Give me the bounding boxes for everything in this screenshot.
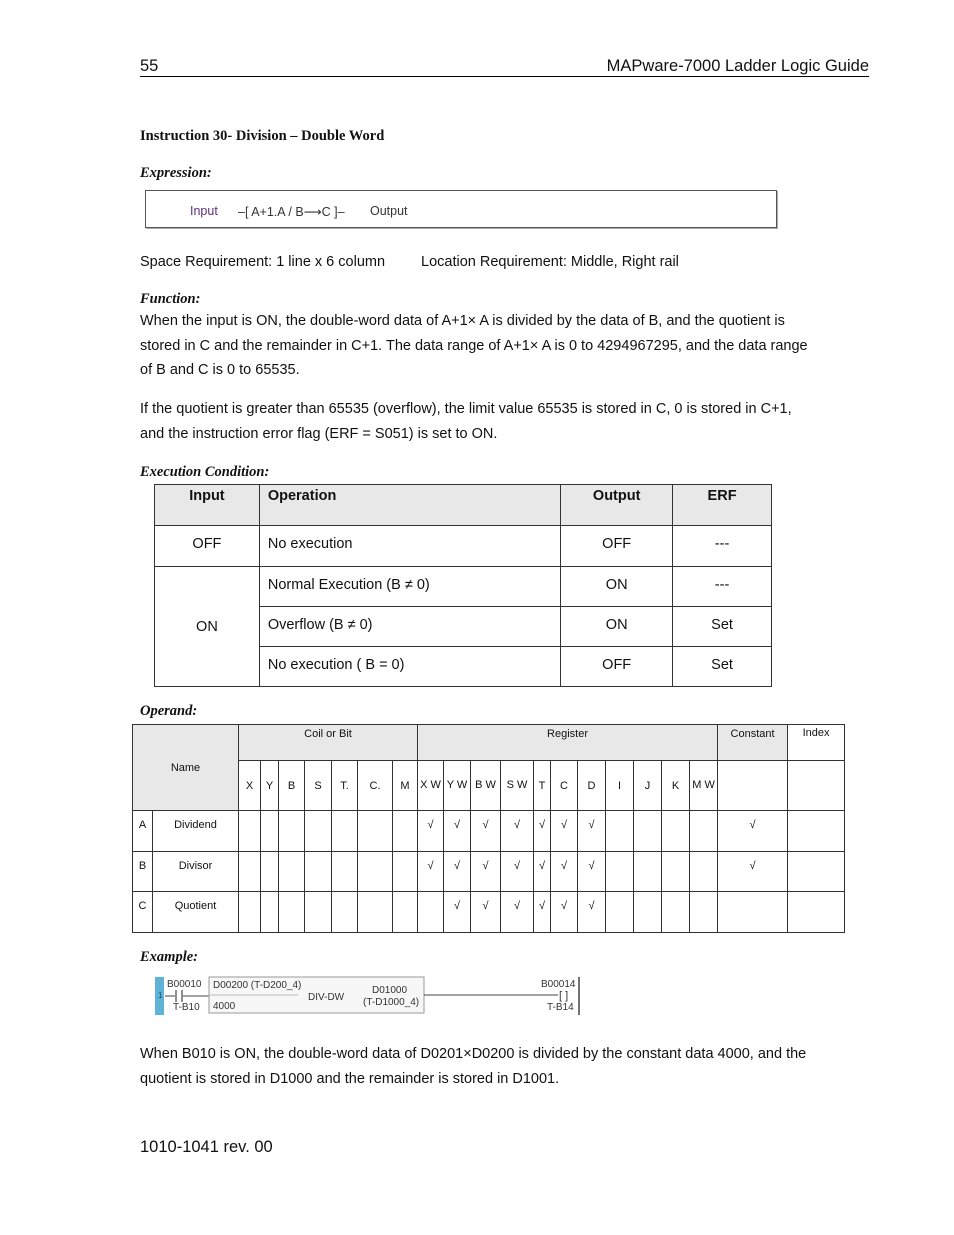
check-mark: √ — [471, 892, 501, 933]
expression-box — [145, 190, 777, 228]
execution-heading: Execution Condition: — [140, 464, 270, 480]
destination-address: D01000 — [372, 985, 408, 996]
cell-erf: Set — [673, 647, 772, 687]
col-sw: S W — [501, 761, 534, 811]
check-mark: √ — [578, 892, 606, 933]
coil-tag: T-B14 — [547, 1002, 574, 1013]
execution-table — [154, 484, 772, 687]
expression-formula: –[ A+1.A / B⟶C ]– — [238, 205, 345, 219]
check-mark: √ — [718, 811, 788, 852]
check-mark: √ — [718, 852, 788, 892]
expression-heading: Expression: — [140, 165, 212, 181]
col-y: Y — [261, 761, 279, 811]
col-yw: Y W — [444, 761, 471, 811]
execution-header-row — [155, 485, 772, 526]
col-mw: M W — [690, 761, 718, 811]
table-row — [133, 892, 845, 933]
table-row — [155, 526, 772, 567]
check-mark: √ — [501, 852, 534, 892]
example-heading: Example: — [140, 949, 198, 965]
function-paragraph-2: If the quotient is greater than 65535 (overflow), the limit value 65535 is stored in C, 0 is stored in C+1, and the instruction error flag (ERF = S051) is set to ON. — [140, 401, 792, 442]
rung-number: 1 — [158, 991, 163, 1000]
cell-operation: Overflow (B ≠ 0) — [259, 607, 560, 647]
check-mark: √ — [578, 852, 606, 892]
col-c: C. — [358, 761, 393, 811]
contact-tag: T-B10 — [173, 1002, 200, 1013]
example-description: When B010 is ON, the double-word data of D0201×D0200 is divided by the constant data 4000, and the quotient is stored in D1000 and the remainder is stored in D1001. — [140, 1046, 807, 1087]
check-mark: √ — [551, 892, 578, 933]
cell-input: ON — [155, 567, 260, 687]
operand-letter: B — [133, 852, 153, 892]
group-coil: Coil or Bit — [239, 725, 418, 761]
document-title: MAPware-7000 Ladder Logic Guide — [606, 57, 869, 75]
col-xw: X W — [418, 761, 444, 811]
name-header-label: Name — [170, 761, 201, 774]
table-row — [133, 811, 845, 852]
cell-erf: Set — [673, 607, 772, 647]
cell-output: ON — [561, 607, 673, 647]
col-c-reg: C — [551, 761, 578, 811]
col-t-reg: T — [534, 761, 551, 811]
col-t: T. — [332, 761, 358, 811]
operand-table — [132, 724, 845, 933]
col-j: J — [634, 761, 662, 811]
cell-operation: Normal Execution (B ≠ 0) — [259, 567, 560, 607]
instruction-title: Instruction 30- Division – Double Word — [140, 128, 385, 144]
cell-output: OFF — [561, 526, 673, 567]
cell-output: ON — [561, 567, 673, 607]
expression-input: Input — [190, 204, 218, 218]
check-mark: √ — [501, 811, 534, 852]
col-output: Output — [561, 485, 673, 526]
cell-operation: No execution ( B = 0) — [259, 647, 560, 687]
group-register: Register — [418, 725, 718, 761]
check-mark: √ — [444, 852, 471, 892]
function-paragraph-1: When the input is ON, the double-word data of A+1× A is divided by the data of B, and the quotient is stored in C and the remainder in C+1. The data range of A+1× A is 0 to 4294967295, and the data range of B and C is 0 to 65535. — [140, 313, 808, 378]
col-d: D — [578, 761, 606, 811]
col-k: K — [662, 761, 690, 811]
source-constant: 4000 — [213, 1001, 236, 1012]
check-mark: √ — [418, 852, 444, 892]
col-input: Input — [155, 485, 260, 526]
check-mark: √ — [444, 811, 471, 852]
check-mark: √ — [551, 852, 578, 892]
source-address: D00200 (T-D200_4) — [213, 980, 302, 991]
check-mark: √ — [534, 811, 551, 852]
col-x: X — [239, 761, 261, 811]
document-number: 1010-1041 rev. 00 — [140, 1138, 273, 1156]
contact-address: B00010 — [167, 979, 202, 990]
coil-address: B00014 — [541, 979, 576, 990]
operand-letter: A — [133, 811, 153, 852]
page-number: 55 — [140, 57, 159, 75]
check-mark: √ — [551, 811, 578, 852]
cell-output: OFF — [561, 647, 673, 687]
operand-group-row — [133, 725, 845, 761]
ladder-diagram — [155, 975, 585, 1017]
cell-input: OFF — [155, 526, 260, 567]
col-b: B — [279, 761, 305, 811]
col-index — [788, 761, 845, 811]
check-mark: √ — [534, 892, 551, 933]
col-s: S — [305, 761, 332, 811]
col-m: M — [393, 761, 418, 811]
header-divider — [140, 76, 869, 77]
col-erf: ERF — [673, 485, 772, 526]
col-operation: Operation — [259, 485, 560, 526]
cell-erf: --- — [673, 567, 772, 607]
check-mark: √ — [534, 852, 551, 892]
cell-operation: No execution — [259, 526, 560, 567]
expression-output: Output — [370, 204, 408, 218]
check-mark: √ — [471, 852, 501, 892]
operand-heading: Operand: — [140, 703, 198, 719]
cell-erf: --- — [673, 526, 772, 567]
col-constant — [718, 761, 788, 811]
check-mark: √ — [578, 811, 606, 852]
function-heading: Function: — [140, 291, 201, 307]
operand-name: Quotient — [153, 892, 239, 933]
col-i: I — [606, 761, 634, 811]
location-requirement: Location Requirement: Middle, Right rail — [421, 254, 679, 270]
group-constant: Constant — [718, 725, 788, 761]
operand-letter: C — [133, 892, 153, 933]
operand-name: Dividend — [153, 811, 239, 852]
operand-name: Divisor — [153, 852, 239, 892]
space-requirement: Space Requirement: 1 line x 6 column — [140, 254, 386, 270]
table-row — [133, 852, 845, 892]
table-row — [155, 567, 772, 607]
function-name: DIV-DW — [308, 992, 345, 1003]
coil-icon: [ ] — [559, 990, 569, 1002]
check-mark: √ — [471, 811, 501, 852]
group-index: Index — [788, 725, 845, 761]
check-mark: √ — [444, 892, 471, 933]
name-header — [133, 725, 239, 811]
check-mark: √ — [501, 892, 534, 933]
col-bw: B W — [471, 761, 501, 811]
check-mark: √ — [418, 811, 444, 852]
operand-subheader-row — [133, 761, 845, 811]
destination-tag: (T-D1000_4) — [363, 997, 420, 1008]
